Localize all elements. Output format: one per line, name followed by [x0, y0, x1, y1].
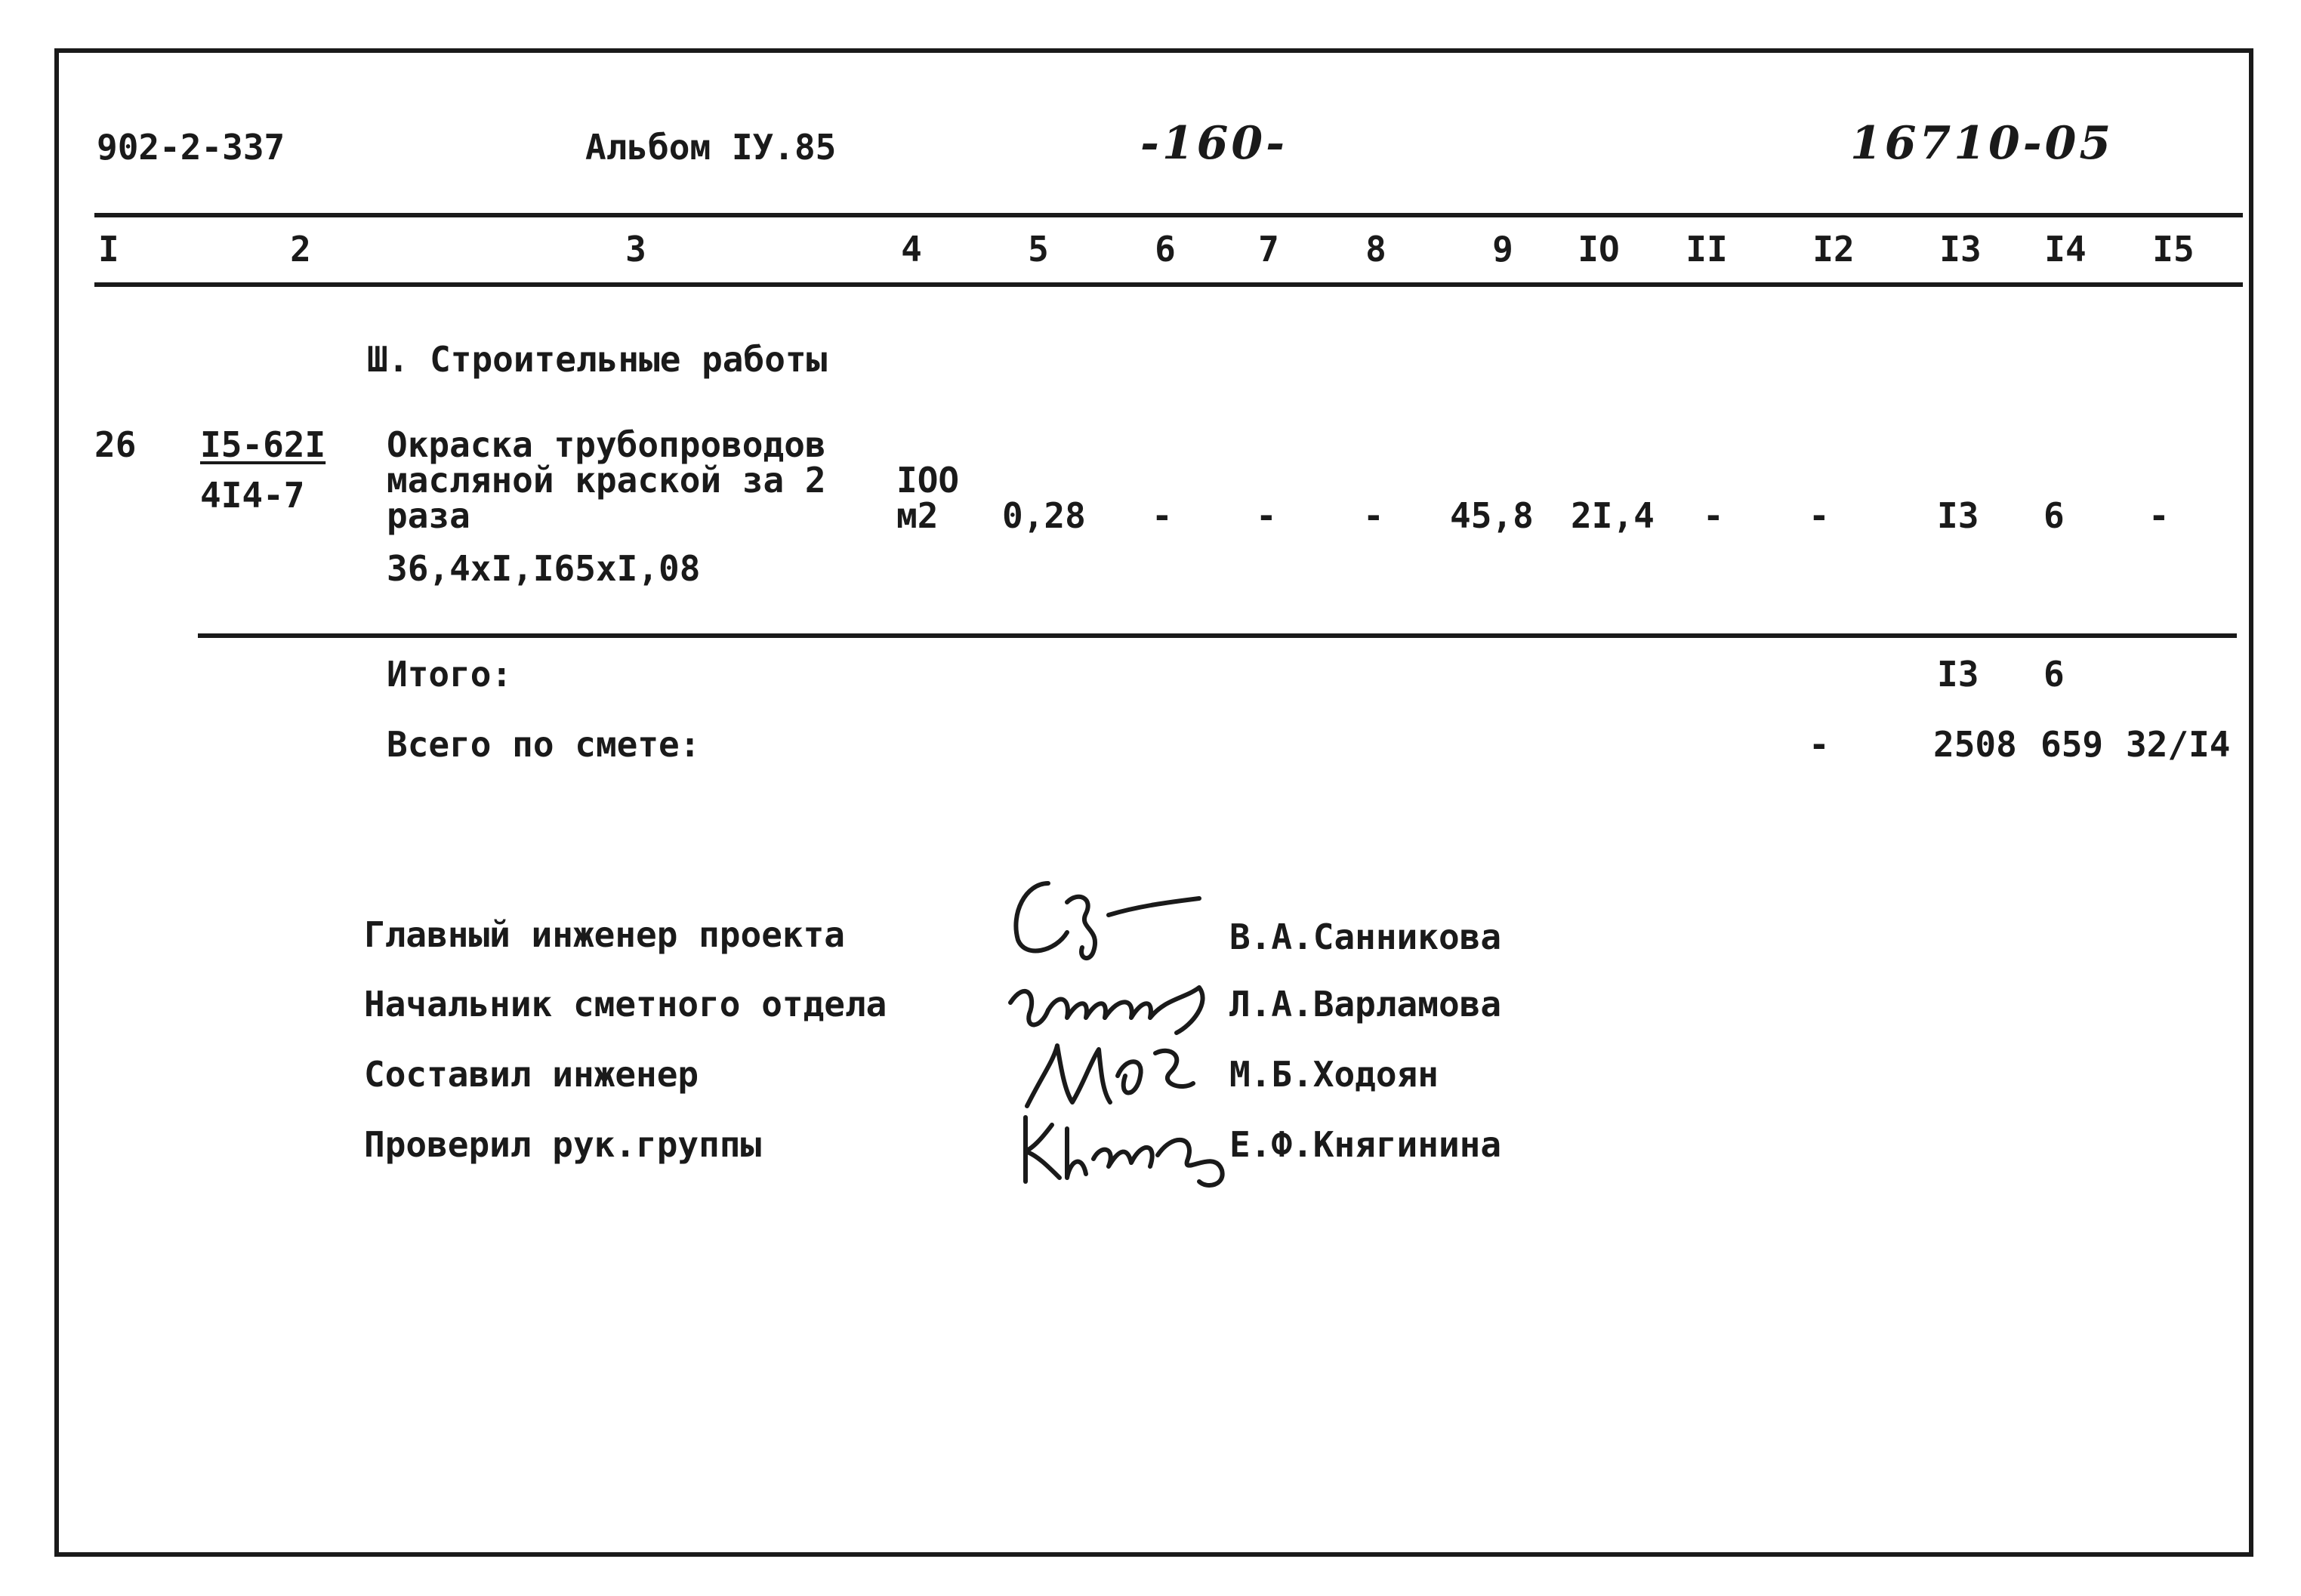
row-col8-value: - — [1363, 495, 1384, 536]
row-code-top: I5-62I — [200, 424, 326, 465]
archive-number: 16710-05 — [1850, 117, 2114, 170]
header-bottom-rule — [94, 282, 2243, 287]
signature-name-4: Е.Ф.Княгинина — [1229, 1124, 1502, 1165]
row-description-line-2: масляной краской за 2 — [387, 460, 826, 501]
itogo-col14: 6 — [2043, 654, 2065, 695]
col-header-11: II — [1686, 229, 1728, 270]
col-header-12: I2 — [1812, 229, 1855, 270]
col-header-10: IO — [1578, 229, 1620, 270]
row-col5-value: 0,28 — [1002, 495, 1086, 536]
col-header-2: 2 — [290, 229, 311, 270]
header-top-rule — [94, 213, 2243, 217]
row-unit-bottom: м2 — [896, 495, 939, 536]
album-label: Альбом IУ.85 — [585, 127, 837, 168]
row-description-line-3: раза — [387, 495, 470, 536]
col-header-8: 8 — [1365, 229, 1386, 270]
col-header-15: I5 — [2152, 229, 2195, 270]
row-formula: 36,4xI,I65xI,08 — [387, 548, 701, 589]
col-header-3: 3 — [625, 229, 646, 270]
row-col7-value: - — [1256, 495, 1277, 536]
itogo-col13: I3 — [1937, 654, 1979, 695]
doc-code: 902-2-337 — [97, 127, 285, 168]
signature-role-2: Начальник сметного отдела — [364, 984, 887, 1024]
col-header-4: 4 — [901, 229, 922, 270]
col-header-9: 9 — [1492, 229, 1513, 270]
col-header-6: 6 — [1155, 229, 1176, 270]
row-col11-value: - — [1703, 495, 1724, 536]
vsego-label: Всего по смете: — [387, 724, 701, 765]
row-code-bottom: 4I4-7 — [200, 475, 305, 516]
signature-name-3: М.Б.Ходоян — [1229, 1054, 1439, 1095]
signature-mark-4 — [995, 1102, 1229, 1193]
vsego-col14: 659 — [2040, 724, 2104, 765]
col-header-5: 5 — [1028, 229, 1049, 270]
signature-role-3: Составил инженер — [364, 1054, 699, 1095]
row-col10-value: 2I,4 — [1571, 495, 1655, 536]
vsego-col15: 32/I4 — [2126, 724, 2231, 765]
row-col14-value: 6 — [2043, 495, 2065, 536]
page-number: -160- — [1140, 117, 1288, 170]
signature-mark-1 — [995, 868, 1207, 966]
col-header-7: 7 — [1258, 229, 1279, 270]
row-col6-value: - — [1152, 495, 1173, 536]
col-header-13: I3 — [1939, 229, 1982, 270]
row-bottom-rule — [198, 633, 2237, 638]
row-col9-value: 45,8 — [1450, 495, 1534, 536]
row-unit-top: IOO — [896, 460, 960, 501]
signature-role-1: Главный инженер проекта — [364, 914, 845, 955]
col-header-14: I4 — [2044, 229, 2087, 270]
row-number: 26 — [94, 424, 137, 465]
signature-name-1: В.А.Санникова — [1229, 917, 1502, 957]
col-header-1: I — [98, 229, 119, 270]
vsego-col13: 2508 — [1933, 724, 2017, 765]
row-col13-value: I3 — [1937, 495, 1979, 536]
row-col15-value: - — [2148, 495, 2170, 536]
row-col12-value: - — [1809, 495, 1830, 536]
signature-name-2: Л.А.Варламова — [1229, 984, 1502, 1024]
section-title: Ш. Строительные работы — [367, 339, 828, 380]
vsego-col12: - — [1809, 724, 1830, 765]
page-frame — [54, 48, 2253, 1557]
itogo-label: Итого: — [387, 654, 513, 695]
signature-role-4: Проверил рук.группы — [364, 1124, 762, 1165]
row-description-line-1: Окраска трубопроводов — [387, 424, 826, 465]
